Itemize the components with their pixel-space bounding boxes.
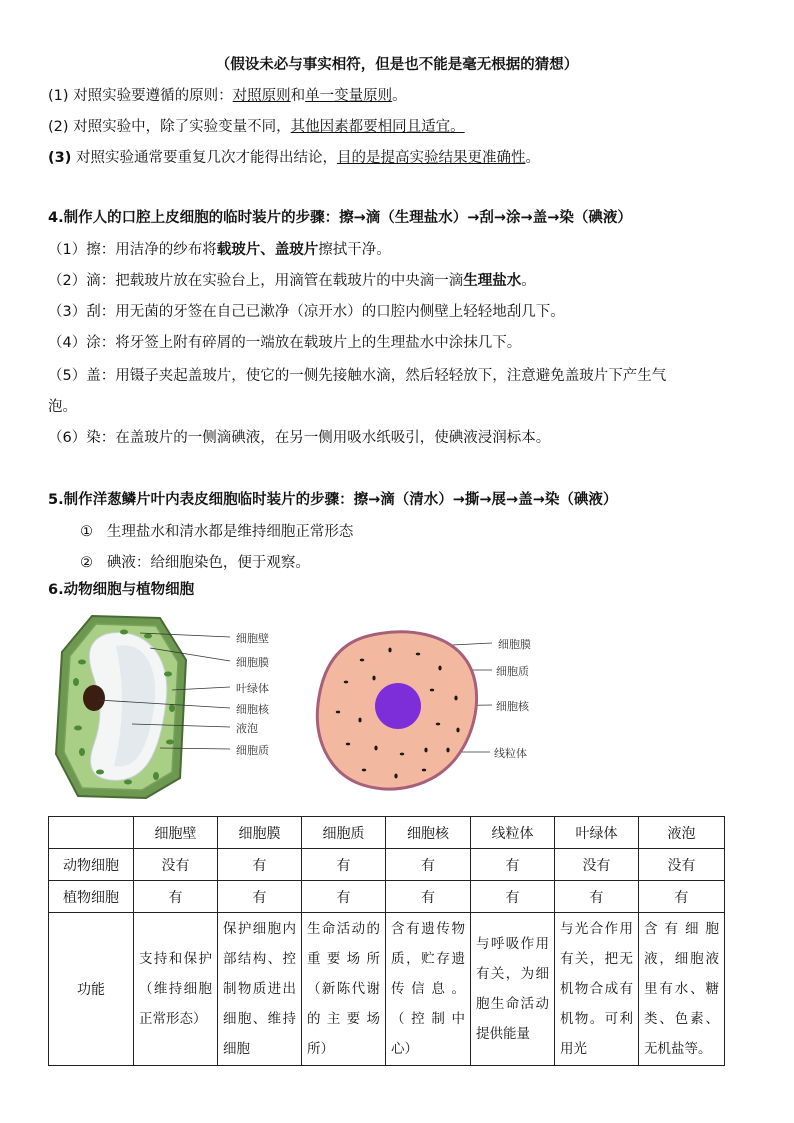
plant-label-nucleus: 细胞核 — [236, 703, 269, 716]
function-text: 含有细胞液，细胞液里有水、糖类、色素、无机盐等。 — [644, 921, 719, 1057]
section-4-title: 4.制作人的口腔上皮细胞的临时装片的步骤：擦→滴（生理盐水）→刮→涂→盖→染（碘液） — [48, 210, 632, 226]
step-5-cont: 泡。 — [48, 399, 77, 415]
table-cell: 有 — [386, 849, 471, 881]
animal-label-nucleus: 细胞核 — [496, 700, 529, 713]
function-text: 与呼吸作用有关，为细胞生命活动提供能量 — [476, 936, 549, 1042]
function-cell — [302, 913, 386, 1066]
note-text: 生理盐水和清水都是维持细胞正常形态 — [106, 524, 354, 540]
step-text: 擦拭干净。 — [318, 242, 391, 258]
item-text: 对照实验中，除了实验变量不同， — [73, 119, 291, 135]
item-number: (3) — [48, 150, 72, 166]
table-cell: 有 — [218, 881, 302, 913]
table-cell: 有 — [218, 849, 302, 881]
table-cell: 有 — [302, 849, 386, 881]
note-text: 碘液：给细胞染色，便于观察。 — [106, 555, 310, 571]
table-cell: 没有 — [555, 849, 639, 881]
step-5: （5）盖：用镊子夹起盖玻片，使它的一侧先接触水滴，然后轻轻放下，注意避免盖玻片下产生气 — [48, 368, 667, 384]
plant-label-vacuole: 液泡 — [236, 722, 258, 735]
note-number: ② — [80, 555, 93, 571]
item-text: 对照实验通常要重复几次才能得出结论， — [75, 150, 337, 166]
underlined-text: 目的是提高实验结果更准确性 — [336, 150, 526, 166]
underlined-text: 其他因素都要相同且适宜。 — [290, 119, 465, 135]
item-text: 。 — [525, 150, 540, 166]
header-cell: 液泡 — [639, 817, 725, 849]
header-cell — [49, 817, 134, 849]
table-cell: 没有 — [134, 849, 218, 881]
item-text: 对照实验要遵循的原则： — [73, 88, 233, 104]
section-5-title: 5.制作洋葱鳞片叶内表皮细胞临时装片的步骤：擦→滴（清水）→撕→展→盖→染（碘液） — [48, 492, 618, 508]
function-text: 含有遗传物质，贮存遗传信息。（控制中心） — [391, 921, 465, 1057]
plant-label-chloroplast: 叶绿体 — [236, 682, 269, 695]
function-cell — [134, 913, 218, 1066]
item-text: 和 — [290, 88, 306, 104]
step-text: （2）滴：把载玻片放在实验台上，用滴管在载玻片的中央滴一滴 — [48, 273, 464, 289]
plant-label-cell-membrane: 细胞膜 — [236, 656, 269, 669]
function-cell — [218, 913, 302, 1066]
function-text: 与光合作用有关，把无机物合成有机物。可利用光 — [560, 921, 633, 1057]
item-number: (1) — [48, 88, 69, 104]
step-4: （4）涂：将牙签上附有碎屑的一端放在载玻片上的生理盐水中涂抹几下。 — [48, 335, 522, 351]
table-cell: 有 — [555, 881, 639, 913]
animal-label-mitochondria: 线粒体 — [494, 747, 527, 760]
header-cell: 线粒体 — [471, 817, 555, 849]
header-cell: 叶绿体 — [555, 817, 639, 849]
row-label: 功能 — [49, 913, 134, 1066]
header-cell: 细胞核 — [386, 817, 471, 849]
animal-label-cytoplasm: 细胞质 — [496, 665, 529, 678]
table-row — [49, 849, 725, 881]
underlined-text: 对照原则 — [232, 88, 291, 104]
item-number: (2) — [48, 119, 69, 135]
table-cell: 有 — [386, 881, 471, 913]
section-6-title: 6.动物细胞与植物细胞 — [48, 582, 195, 598]
hypothesis-note: （假设未必与事实相符，但是也不能是毫无根据的猜想） — [215, 57, 579, 73]
plant-label-cell-wall: 细胞壁 — [236, 632, 269, 645]
function-text: 保护细胞内部结构、控制物质进出细胞、维持细胞 — [223, 921, 296, 1057]
step-text: 。 — [521, 273, 536, 289]
plant-label-cytoplasm: 细胞质 — [236, 744, 269, 757]
step-6: （6）染：在盖玻片的一侧滴碘液，在另一侧用吸水纸吸引，使碘液浸润标本。 — [48, 430, 551, 446]
function-text: 生命活动的重要场所（新陈代谢的主要场所） — [307, 921, 380, 1057]
row-label: 动物细胞 — [49, 849, 134, 881]
header-cell: 细胞壁 — [134, 817, 218, 849]
table-cell: 有 — [302, 881, 386, 913]
row-label: 植物细胞 — [49, 881, 134, 913]
table-cell: 有 — [471, 849, 555, 881]
table-cell: 有 — [471, 881, 555, 913]
function-text: 支持和保护（维持细胞正常形态） — [139, 951, 212, 1027]
header-cell: 细胞膜 — [218, 817, 302, 849]
step-bold-text: 载玻片、盖玻片 — [216, 242, 319, 258]
note-number: ① — [80, 524, 93, 540]
table-row — [49, 881, 725, 913]
underlined-text: 单一变量原则 — [305, 88, 393, 104]
step-bold-text: 生理盐水 — [463, 273, 522, 289]
table-cell: 有 — [639, 881, 725, 913]
table-header-row — [49, 817, 725, 849]
animal-label-cell-membrane: 细胞膜 — [498, 638, 531, 651]
table-cell: 有 — [134, 881, 218, 913]
step-3: （3）刮：用无菌的牙签在自己已漱净（凉开水）的口腔内侧壁上轻轻地刮几下。 — [48, 304, 565, 320]
function-row — [49, 913, 725, 1066]
function-cell — [555, 913, 639, 1066]
table-cell: 没有 — [639, 849, 725, 881]
item-text: 。 — [392, 88, 407, 104]
function-cell — [471, 913, 555, 1066]
function-cell — [639, 913, 725, 1066]
function-cell — [386, 913, 471, 1066]
header-cell: 细胞质 — [302, 817, 386, 849]
cell-comparison-table — [48, 816, 725, 1066]
animal-cell-diagram — [298, 620, 498, 800]
step-text: （1）擦：用洁净的纱布将 — [48, 242, 217, 258]
